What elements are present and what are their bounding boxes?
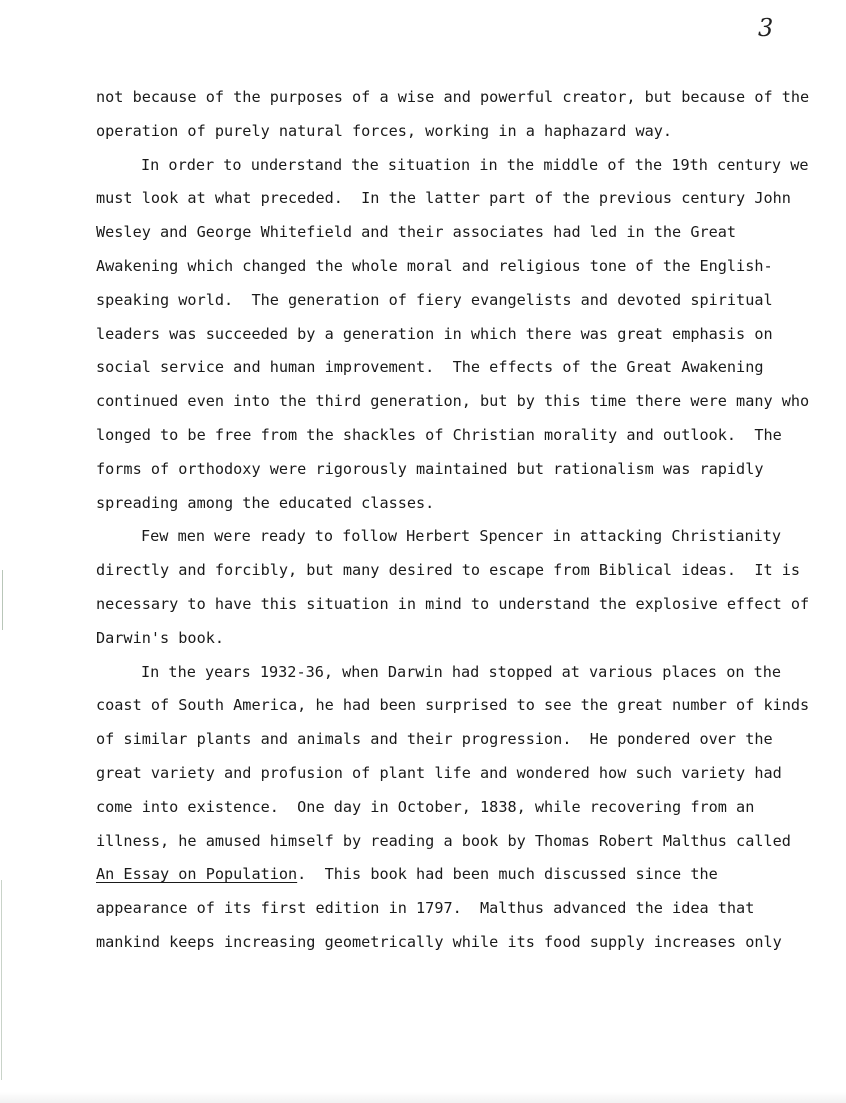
text-line [96,692,810,726]
line-text: must look at what preceded. In the latter part of the previous century John [96,189,791,208]
line-text: forms of orthodoxy were rigorously maintained but rationalism was rapidly [96,459,764,478]
text-line [96,625,766,659]
line-text: speaking world. The generation of fiery evangelists and devoted spiritual [96,290,773,309]
text-line [96,456,766,490]
text-line [96,794,766,828]
line-text: Wesley and George Whitefield and their associates had led in the Great [96,223,737,242]
line-text: of similar plants and animals and their progression. He pondered over the [96,730,773,749]
text-line [96,185,791,219]
text-line [96,287,773,321]
text-line [96,253,773,287]
line-text: Awakening which changed the whole moral and religious tone of the English- [96,256,773,275]
line-text: In the years 1932-36, when Darwin had stopped at various places on the [141,662,782,681]
line-text: continued even into the third generation, but by this time there were many who [96,392,810,411]
text-line [96,321,773,355]
book-title: An Essay on Population [96,865,298,884]
document-body [96,84,810,963]
text-line [96,895,766,929]
line-text: operation of purely natural forces, working in a haphazard way. [96,121,673,140]
line-text: great variety and profusion of plant life and wondered how such variety had [96,763,782,782]
line-text: social service and human improvement. The effects of the Great Awakening [96,358,764,377]
line-text: directly and forcibly, but many desired to escape from Biblical ideas. It is [96,561,801,580]
text-line [96,354,766,388]
line-text: spreading among the educated classes. [96,493,435,512]
line-text: In order to understand the situation in the middle of the 19th century we [141,155,809,174]
text-line [96,84,810,118]
text-line [96,929,782,963]
text-line [96,659,782,693]
scan-edge-mark [1,880,2,1080]
text-line [96,118,766,152]
text-line [96,422,782,456]
text-line [96,152,809,186]
line-text: leaders was succeeded by a generation in which there was great emphasis on [96,324,773,343]
text-line [96,760,782,794]
line-text: not because of the purposes of a wise and powerful creator, but because of the [96,88,810,106]
line-text: . This book had been much discussed since the [297,865,718,884]
text-line [96,557,801,591]
text-line [96,490,766,524]
line-text: appearance of its first edition in 1797. Malthus advanced the idea that [96,899,755,918]
text-line [96,591,810,625]
line-text: mankind keeps increasing geometrically while its food supply increases only [96,932,782,951]
text-line [96,523,782,557]
page-number: 3 [758,14,774,42]
line-text: coast of South America, he had been surprised to see the great number of kinds [96,696,810,715]
text-line [96,828,791,862]
scan-edge-mark [2,570,3,630]
text-line [96,219,766,253]
text-line [96,861,766,895]
scan-bottom-smudge [0,1092,846,1103]
text-line [96,726,773,760]
line-text: illness, he amused himself by reading a book by Thomas Robert Malthus called [96,831,791,850]
line-text: longed to be free from the shackles of Christian morality and outlook. The [96,425,782,444]
line-text: necessary to have this situation in mind to understand the explosive effect of [96,594,810,613]
line-text: Darwin's book. [96,628,225,647]
line-text: Few men were ready to follow Herbert Spencer in attacking Christianity [141,527,782,546]
text-line [96,388,810,422]
line-text: come into existence. One day in October, 1838, while recovering from an [96,797,755,816]
